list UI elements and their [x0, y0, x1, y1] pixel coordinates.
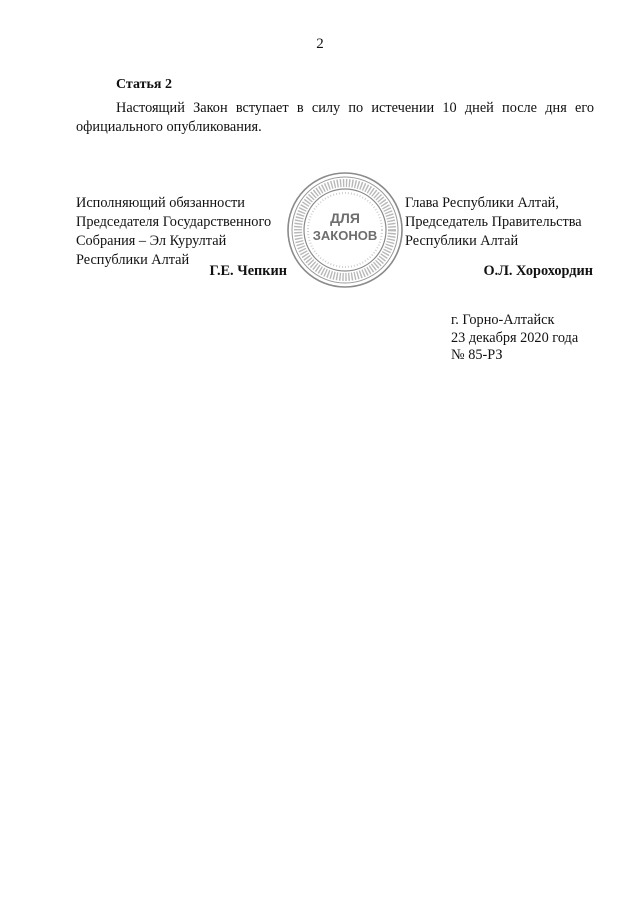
seal-graphic: [285, 170, 405, 290]
seal-text-line-2: ЗАКОНОВ: [312, 228, 378, 243]
law-number: № 85-РЗ: [451, 347, 503, 363]
signature-left-line: Исполняющий обязанности: [76, 195, 245, 211]
signature-left-title: [76, 194, 271, 270]
city: г. Горно-Алтайск: [451, 312, 555, 328]
date: 23 декабря 2020 года: [451, 329, 579, 346]
signature-right-line: Глава Республики Алтай,: [405, 195, 559, 211]
signature-right-line: Республики Алтай: [405, 233, 519, 249]
article-text-line-2: официального опубликования.: [76, 119, 262, 135]
signature-left-line: Председателя Государственного: [76, 214, 272, 230]
signatory-left-name: Г.Е. Чепкин: [209, 263, 287, 279]
article-title: Статья 2: [116, 77, 172, 92]
page-number: 2: [316, 36, 324, 52]
official-seal-stamp: [285, 170, 405, 290]
seal-text-line-1: ДЛЯ: [330, 210, 360, 226]
signature-right-title: [405, 194, 582, 251]
signature-right-line: Председатель Правительства: [405, 214, 582, 230]
place-date-block: [451, 312, 578, 365]
article-text-line-1: Настоящий Закон вступает в силу по истечении 10 дней после дня его: [116, 100, 594, 116]
signature-left-line: Собрания – Эл Курултай: [76, 233, 227, 249]
signature-left-line: Республики Алтай: [76, 252, 190, 268]
signatory-right-name: О.Л. Хорохордин: [483, 263, 593, 279]
